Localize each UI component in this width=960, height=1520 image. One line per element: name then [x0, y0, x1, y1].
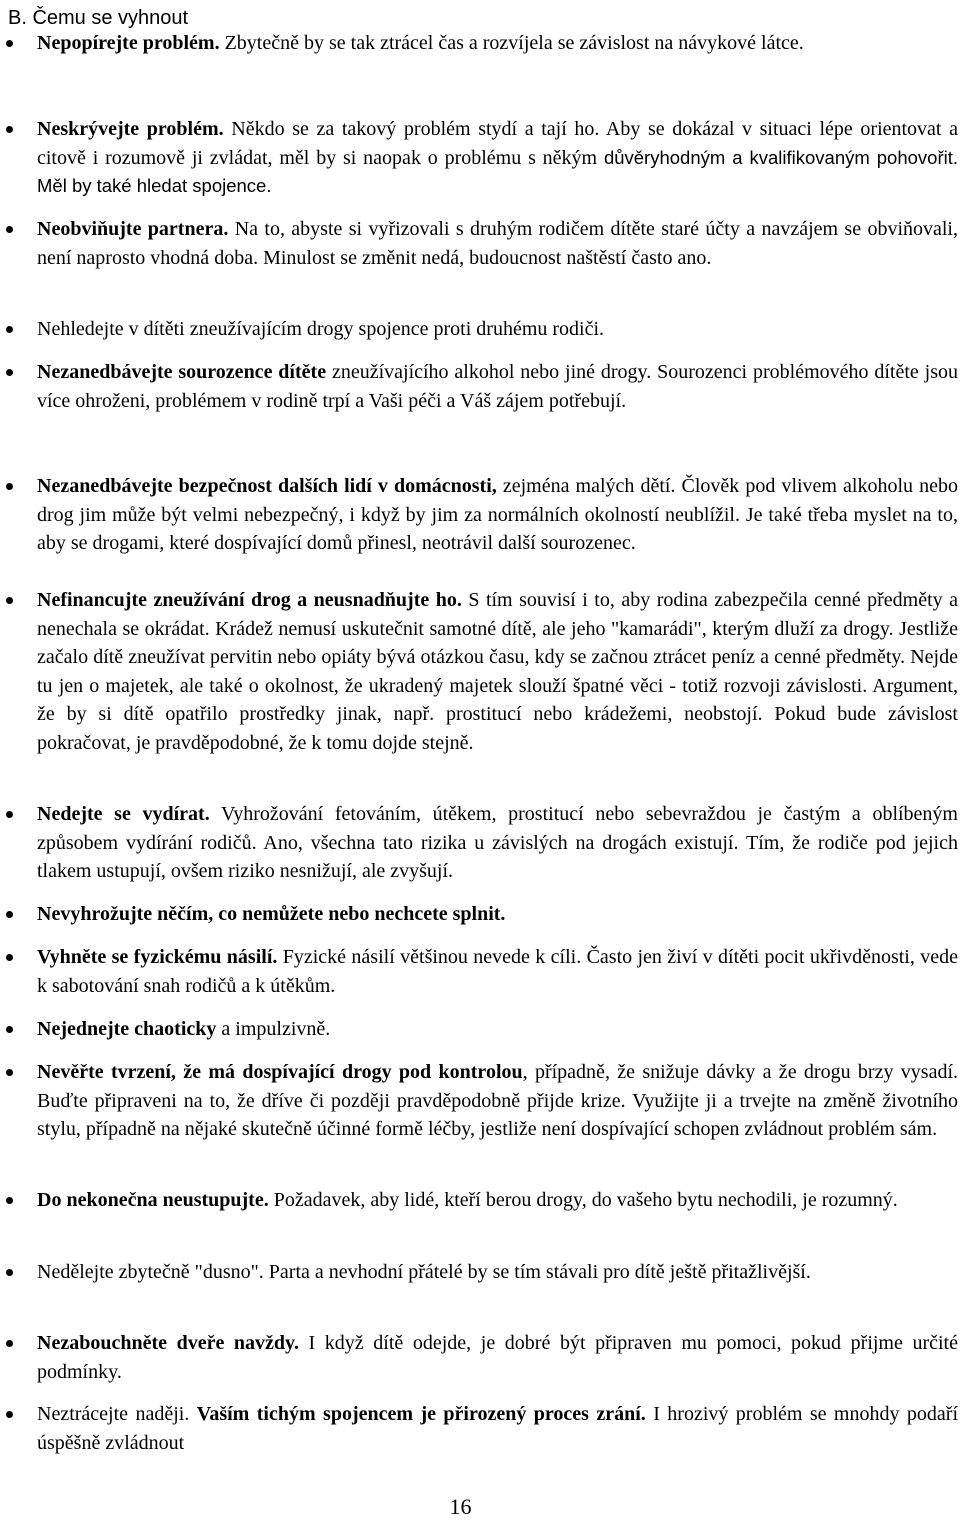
list-item: [37, 900, 958, 929]
bold-phrase: Nezanedbávejte bezpečnost dalších lidí v domácnosti,: [37, 475, 497, 497]
text-span: zejména malých dětí. Člověk pod vlivem alkoholu nebo drog jim může být velmi nebezpečný, i když by jim za normálních okolností neublížil. Je také třeba myslet na to, aby se drogami, které dospívající domů přinesl, neotrávil další sourozenec.: [37, 475, 958, 555]
bold-phrase: Nepopírejte problém.: [37, 32, 220, 54]
bold-phrase: Nefinancujte zneužívání drog a neusnadňujte ho.: [37, 589, 462, 611]
list-item: [37, 215, 958, 272]
text-span: Na to, abyste si vyřizovali s druhým rodičem dítěte staré účty a navzájem se obviňovali, není naprosto vhodná doba. Minulost se změnit nedá, budoucnost naštěstí často ano.: [37, 218, 958, 269]
text-span: Nedělejte zbytečně "dusno". Parta a nevhodní přátelé by se tím stávali pro dítě ještě přitažlivější.: [37, 1261, 811, 1283]
bold-phrase: Nedejte se vydírat.: [37, 803, 210, 825]
bold-phrase: Neobviňujte partnera.: [37, 218, 229, 240]
list-item: [37, 1329, 958, 1386]
list-item: [37, 315, 958, 344]
text-span: důvěryhodným a kvalifikovaným pohovořit. Měl by také hledat spojence.: [37, 146, 958, 197]
text-span: I hrozivý problém se mnohdy podaří úspěšně zvládnout: [37, 1403, 959, 1454]
text-span: a impulzivně.: [216, 1018, 331, 1040]
bold-phrase: Nezabouchněte dveře navždy.: [37, 1332, 299, 1354]
list-item: [37, 115, 958, 201]
bold-phrase: Vaším tichým spojencem je přirozený proces zrání.: [196, 1403, 646, 1425]
text-span: , případně, že snižuje dávky a že drogu brzy vysadí. Buďte připraveni na to, že dříve či později pravděpodobně přijde krize. Využijte ji a trvejte na změně životního stylu, případně na nějaké skutečně účinné formě léčby, jestliže není dospívající schopen zvládnout problém sám.: [37, 1061, 959, 1141]
bold-phrase: Nevěřte tvrzení, že má dospívající drogy pod kontrolou: [37, 1061, 523, 1083]
page-number: 16: [449, 1494, 472, 1519]
section-heading: B. Čemu se vyhnout: [8, 7, 189, 29]
text-span: Zbytečně by se tak ztrácel čas a rozvíjela se závislost na návykové látce.: [219, 32, 804, 54]
text-span: zneužívajícího alkohol nebo jiné drogy. Sourozenci problémového dítěte jsou více ohroženi, problémem v rodině trpí a Vaši péči a Váš zájem potřebují.: [37, 361, 959, 412]
list-item: [37, 1258, 958, 1287]
list-item: [37, 1186, 958, 1215]
bold-phrase: Neskrývejte problém.: [37, 118, 224, 140]
list-item: [37, 1400, 958, 1457]
bold-phrase: Nejednejte chaoticky: [37, 1018, 217, 1040]
text-span: Požadavek, aby lidé, kteří berou drogy, do vašeho bytu nechodili, je rozumný.: [268, 1189, 898, 1211]
bold-phrase: Vyhněte se fyzickému násilí.: [37, 946, 278, 968]
text-span: Nehledejte v dítěti zneužívajícím drogy spojence proti druhému rodiči.: [37, 318, 605, 340]
text-span: Fyzické násilí většinou nevede k cíli. Často jen živí v dítěti pocit ukřivděnosti, vede k sabotování snah rodičů a k útěkům.: [37, 946, 958, 997]
list-item: [37, 943, 958, 1000]
bold-phrase: Nevyhrožujte něčím, co nemůžete nebo nechcete splnit.: [37, 903, 506, 925]
text-span: I když dítě odejde, je dobré být připraven mu pomoci, pokud přijme určité podmínky.: [37, 1332, 958, 1383]
bold-phrase: Nezanedbávejte sourozence dítěte: [37, 361, 327, 383]
list-item: [37, 1058, 958, 1144]
text-span: S tím souvisí i to, aby rodina zabezpečila cenné předměty a nenechala se okrádat. Krádež nemusí uskutečnit samotné dítě, ale jeho "kamarádi", kterým dluží za drogy. Jestliže začalo dítě zneužívat pervitin nebo opiáty bývá otázkou času, kdy se začnou ztrácet peníz a cenné předměty. Nejde tu jen o majetek, ale také o okolnost, že ukradený majetek slouží špatné věci - totiž rozvoji závislosti. Argument, že by si dítě opatřilo prostředky jinak, např. prostitucí nebo krádežemi, neobstojí. Pokud bude závislost pokračovat, je pravděpodobné, že k tomu dojde stejně.: [37, 589, 958, 754]
list-item: [37, 800, 958, 886]
bold-phrase: Do nekonečna neustupujte.: [37, 1189, 269, 1211]
text-span: Vyhrožování fetováním, útěkem, prostitucí nebo sebevraždou je častým a oblíbeným způsobem vydírání rodičů. Ano, všechna tato rizika u závislých na drogách existují. Tím, že rodiče pod jejich tlakem ustupují, ovšem riziko nesnižují, ale zvyšují.: [37, 803, 958, 883]
list-item: [37, 472, 958, 558]
list-item: [37, 586, 958, 758]
list-item: [37, 1015, 958, 1044]
list-item: [37, 358, 958, 415]
list-item: [37, 29, 958, 58]
text-span: Neztrácejte naději.: [37, 1403, 197, 1425]
text-span: Někdo se za takový problém stydí a tají ho. Aby se dokázal v situaci lépe orientovat a citově i rozumově ji zvládat, měl by si naopak o problému s někým: [37, 118, 958, 169]
